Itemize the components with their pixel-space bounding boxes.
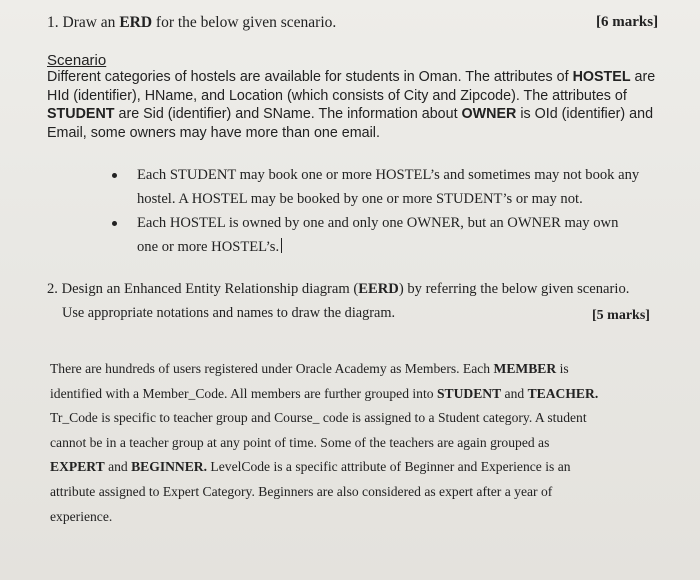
text-line: Different categories of hostels are available for students in Oman. The attributes of HOSTEL are (47, 69, 656, 85)
text-line: HId (identifier), HName, and Location (which consists of City and Zipcode). The attributes of (47, 87, 627, 104)
bullet-item (112, 211, 639, 259)
bullet-line: Each HOSTEL is owned by one and only one OWNER, but an OWNER may own (137, 215, 619, 231)
text-line: Tr_Code is specific to teacher group and Course_ code is assigned to a Student category. A student (50, 410, 587, 426)
scenario-paragraph (47, 68, 667, 142)
text-line: attribute assigned to Expert Category. Beginners are also considered as expert after a year of (50, 483, 553, 499)
question-1-title: 1. Draw an ERD for the below given scenario. (47, 14, 337, 31)
text-line: experience. (50, 508, 113, 524)
text-line: STUDENT are Sid (identifier) and SName. The information about OWNER is OId (identifier) and (47, 106, 654, 122)
question-1-marks: [6 marks] (596, 14, 659, 30)
text-line: cannot be in a teacher group at any point of time. Some of the teachers are again grouped as (50, 434, 550, 450)
bullet-icon (112, 221, 117, 226)
text-line: identified with a Member_Code. All members are further grouped into STUDENT and TEACHER. (50, 385, 599, 401)
question-2-marks: [5 marks] (592, 308, 650, 323)
bullet-line: Each STUDENT may book one or more HOSTEL’s and sometimes may not book any (137, 167, 640, 183)
question-2-instructions: Use appropriate notations and names to draw the diagram. (62, 305, 396, 321)
text-line: There are hundreds of users registered under Oracle Academy as Members. Each MEMBER is (50, 361, 569, 376)
bullet-list (112, 163, 639, 259)
text-line: EXPERT and BEGINNER. LevelCode is a specific attribute of Beginner and Experience is an (50, 459, 571, 475)
text-line: Email, some owners may have more than one email. (47, 124, 380, 141)
text-cursor-icon (281, 238, 282, 253)
bullet-line: hostel. A HOSTEL may be booked by one or more STUDENT’s or may not. (137, 191, 583, 207)
question-2-title: 2. Design an Enhanced Entity Relationship diagram (EERD) by referring the below given scenario. (47, 281, 630, 297)
bullet-icon (112, 173, 117, 178)
eerd-scenario-paragraph (50, 357, 656, 529)
bullet-line: one or more HOSTEL’s. (137, 235, 639, 259)
bullet-item (112, 163, 639, 211)
scenario-heading: Scenario (47, 52, 107, 69)
